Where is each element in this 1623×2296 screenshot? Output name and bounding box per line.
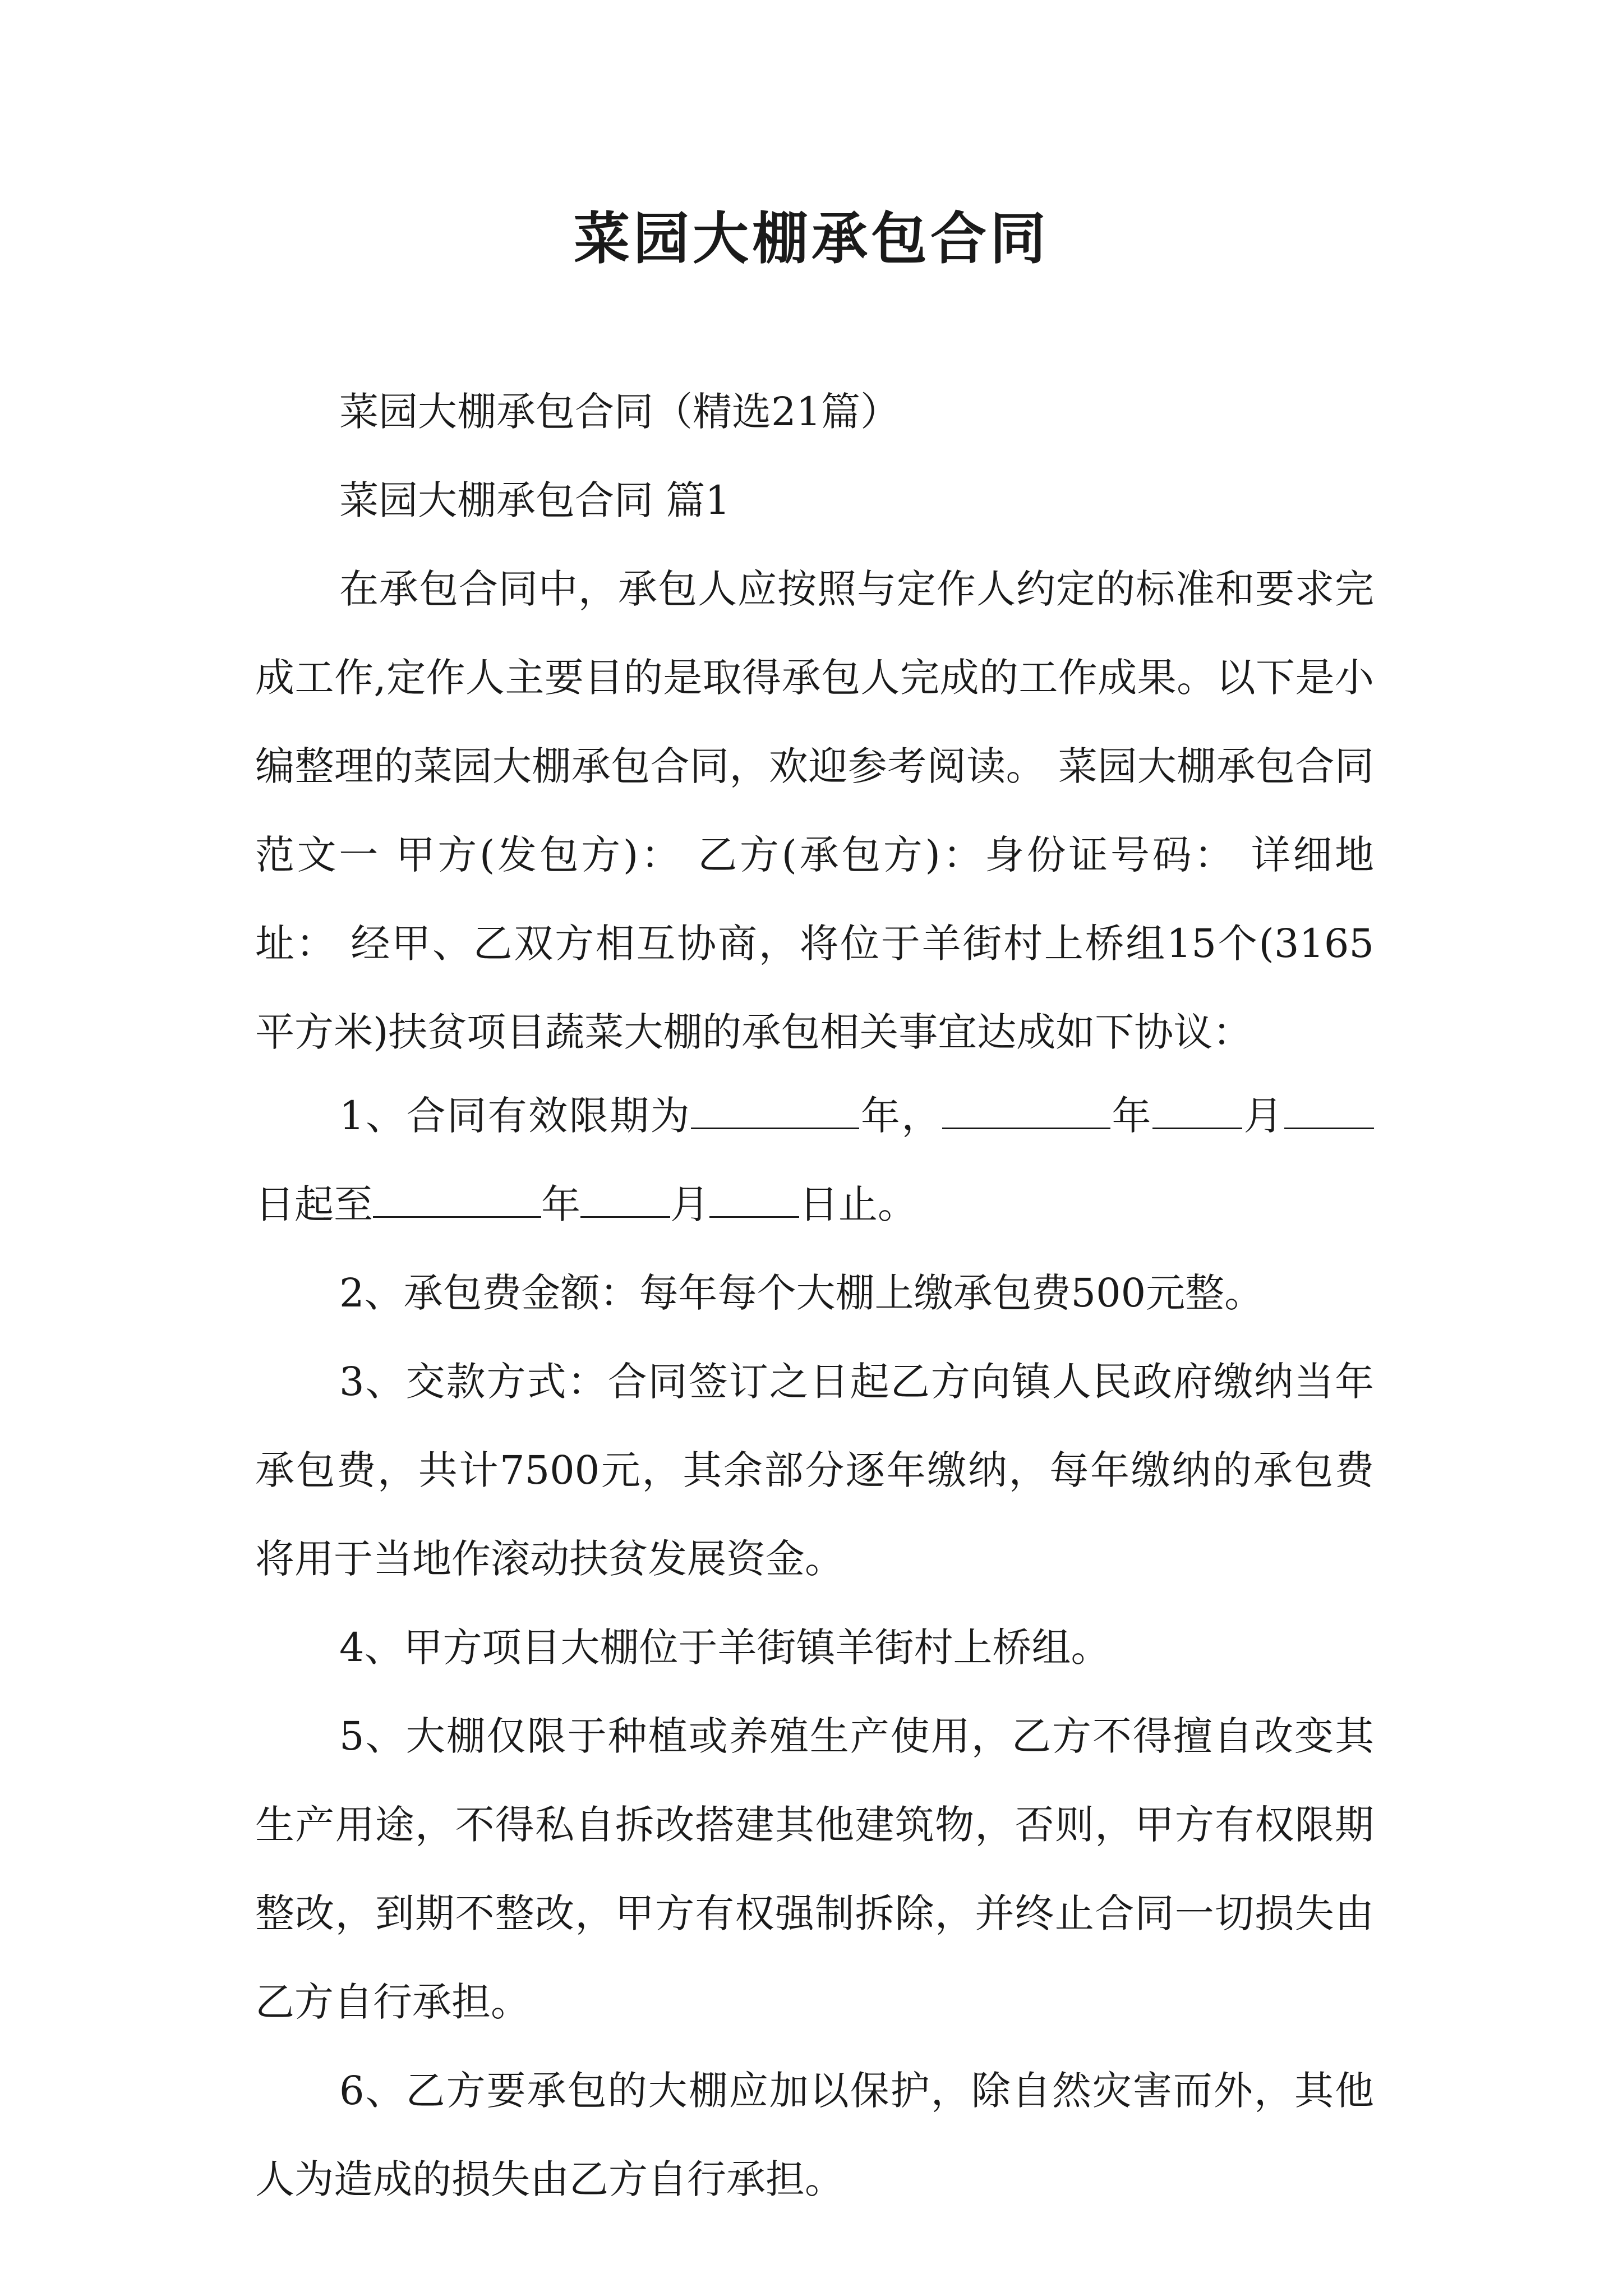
clause-1-day-from: 日起至: [255, 1181, 373, 1227]
document-title: 菜园大棚承包合同: [574, 205, 1049, 272]
intro-paragraph: 在承包合同中，承包人应按照与定作人约定的标准和要求完成工作,定作人主要目的是取得承包人完成的工作成果。以下是小编整理的菜园大棚承包合同，欢迎参考阅读。 菜园大棚承包合同范文一 甲方(发包方)： 乙方(承包方)：身份证号码： 详细地址： 经甲、乙双方相互协商，将位于羊街村上桥组15个(3165平方米)扶贫项目蔬菜大棚的承包相关事宜达成如下协议：: [255, 566, 1374, 1055]
subtitle: 菜园大棚承包合同（精选21篇）: [339, 389, 900, 435]
clause-1-end: 日止。: [799, 1181, 917, 1227]
document-body: [255, 367, 1374, 1076]
blank-field: [1152, 1093, 1242, 1129]
clause-1-month: 月: [1242, 1093, 1285, 1139]
clause-1-year: 年，: [859, 1093, 942, 1139]
section-heading: 菜园大棚承包合同 篇1: [339, 477, 730, 523]
clause-6: 6、乙方要承包的大棚应加以保护，除自然灾害而外，其他人为造成的损失由乙方自行承担。: [255, 2068, 1374, 2202]
clause-5: 5、大棚仅限于种植或养殖生产使用，乙方不得擅自改变其生产用途，不得私自拆改搭建其他建筑物，否则，甲方有权限期整改，到期不整改，甲方有权强制拆除，并终止合同一切损失由乙方自行承担。: [255, 1713, 1374, 2025]
clause-4: 4、甲方项目大棚位于羊街镇羊街村上桥组。: [339, 1625, 1110, 1671]
blank-field: [691, 1093, 859, 1129]
clause-1-year2: 年: [1110, 1093, 1152, 1139]
clause-1-year3: 年: [541, 1181, 580, 1227]
clause-1: [255, 1071, 1374, 1249]
blank-field: [580, 1181, 670, 1218]
blank-field: [373, 1181, 541, 1218]
blank-field: [1284, 1093, 1374, 1129]
clause-1-month2: 月: [670, 1181, 709, 1227]
clause-1-prefix: 1、合同有效限期为: [339, 1093, 691, 1139]
clauses: [255, 1071, 1374, 2224]
clause-2: 2、承包费金额：每年每个大棚上缴承包费500元整。: [339, 1270, 1264, 1316]
clause-3: 3、交款方式：合同签订之日起乙方向镇人民政府缴纳当年承包费，共计7500元，其余部分逐年缴纳，每年缴纳的承包费将用于当地作滚动扶贫发展资金。: [255, 1359, 1374, 1582]
blank-field: [942, 1093, 1110, 1129]
blank-field: [709, 1181, 799, 1218]
